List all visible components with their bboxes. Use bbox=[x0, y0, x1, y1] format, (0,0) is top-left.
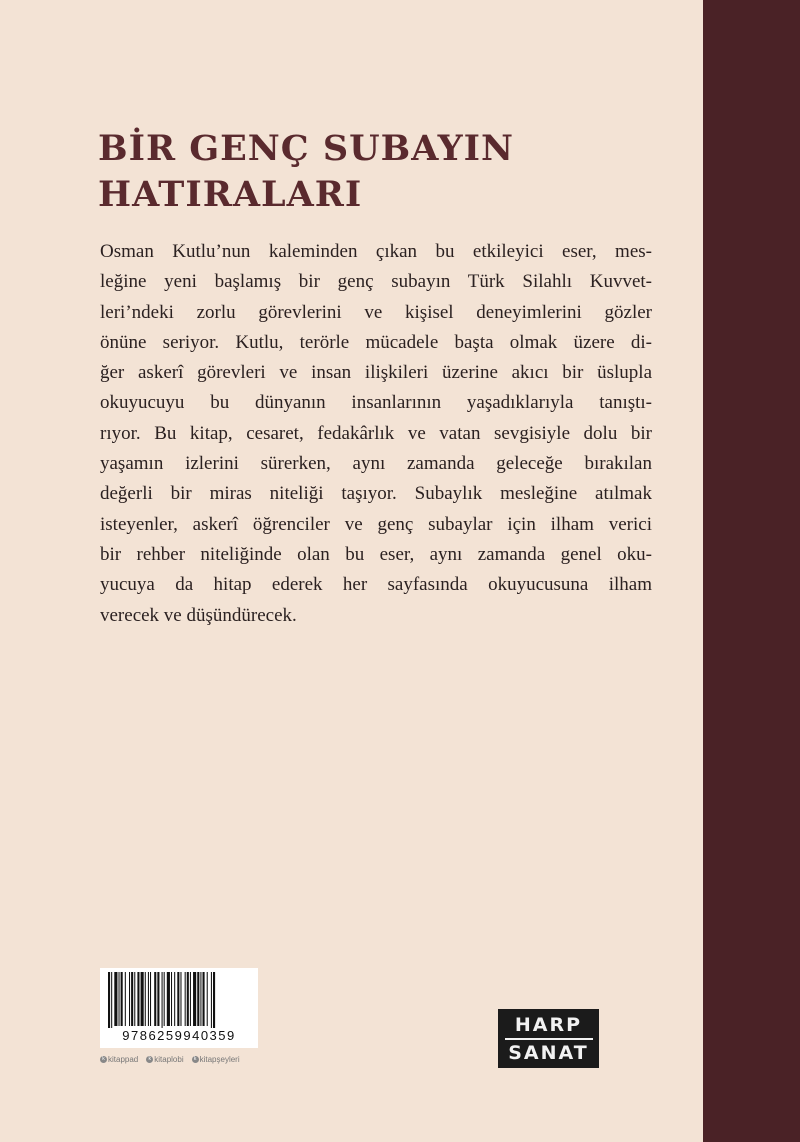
isbn-barcode bbox=[100, 968, 258, 1048]
blurb-line: değerli bir miras niteliği taşıyor. Subaylık mesleğine atılmak bbox=[100, 483, 652, 505]
barcode-bar bbox=[164, 972, 165, 1026]
barcode-bar bbox=[187, 972, 189, 1026]
store-logo-kitaplobi: k kitaplobi bbox=[146, 1055, 183, 1064]
barcode-bar bbox=[119, 972, 120, 1026]
blurb-line: rıyor. Bu kitap, cesaret, fedakârlık ve vatan sevgisiyle dolu bir bbox=[100, 422, 652, 444]
barcode-bar bbox=[150, 972, 151, 1026]
barcode-bar bbox=[134, 972, 135, 1026]
barcode-bars bbox=[104, 972, 254, 1028]
book-title bbox=[98, 126, 658, 218]
blurb-line: verecek ve düşündürecek. bbox=[100, 604, 297, 626]
barcode-bar bbox=[171, 972, 172, 1026]
barcode-bar bbox=[141, 972, 144, 1026]
barcode-bar bbox=[174, 972, 175, 1026]
barcode-bar bbox=[213, 972, 215, 1028]
barcode-bar bbox=[131, 972, 133, 1026]
store-logo-kitapseyleri: k kitapşeyleri bbox=[192, 1055, 240, 1064]
blurb-line: önüne seriyor. Kutlu, terörle mücadele başta olmak üzere di- bbox=[100, 331, 652, 353]
blurb-text bbox=[100, 237, 652, 631]
blurb-line: bir rehber niteliğinde olan bu eser, aynı zamanda genel oku- bbox=[100, 543, 652, 565]
barcode-bar bbox=[177, 972, 179, 1026]
blurb-line: isteyenler, askerî öğrenciler ve genç subaylar için ilham verici bbox=[100, 513, 652, 535]
barcode-bar bbox=[203, 972, 205, 1026]
title-line-1: BİR GENÇ SUBAYIN bbox=[98, 128, 514, 169]
publisher-logo bbox=[498, 1009, 599, 1068]
spine-band bbox=[703, 0, 800, 1142]
blurb-line: yaşamın izlerini sürerken, aynı zamanda geleceğe bırakılan bbox=[100, 453, 652, 475]
barcode-bar bbox=[180, 972, 181, 1026]
barcode-bar bbox=[207, 972, 208, 1026]
blurb-line: okuyucuyu bu dünyanın insanlarının yaşadıklarıyla tanıştı- bbox=[100, 392, 652, 414]
publisher-logo-line-1: HARP bbox=[514, 1013, 583, 1036]
barcode-bar bbox=[114, 972, 117, 1026]
barcode-bar bbox=[125, 972, 126, 1026]
blurb-line: yucuya da hitap ederek her sayfasında okuyucusuna ilham bbox=[100, 574, 652, 596]
barcode-bar bbox=[211, 972, 212, 1028]
blurb-line: leğine yeni başlamış bir genç subayın Türk Silahlı Kuvvet- bbox=[100, 271, 652, 293]
barcode-bar bbox=[190, 972, 191, 1026]
blurb-line: leri’ndeki zorlu görevlerini ve kişisel deneyimlerini gözler bbox=[100, 301, 652, 323]
barcode-bar bbox=[157, 972, 159, 1026]
barcode-bar bbox=[108, 972, 110, 1028]
barcode-bar bbox=[121, 972, 123, 1026]
title-line-2: HATIRALARI bbox=[98, 174, 363, 215]
publisher-logo-line-2: SANAT bbox=[508, 1041, 589, 1064]
barcode-bar bbox=[154, 972, 156, 1026]
barcode-bar bbox=[111, 972, 112, 1028]
store-logo-kitappad: k kitappad bbox=[100, 1055, 138, 1064]
barcode-bar bbox=[137, 972, 139, 1026]
barcode-bar bbox=[162, 972, 163, 1028]
barcode-bar bbox=[148, 972, 149, 1026]
publisher-logo-divider bbox=[505, 1038, 593, 1040]
isbn-number: 9786259940359 bbox=[122, 1028, 236, 1043]
store-logos bbox=[100, 1052, 270, 1066]
barcode-bar bbox=[197, 972, 199, 1026]
barcode-bar bbox=[185, 972, 186, 1026]
barcode-bar bbox=[200, 972, 201, 1026]
blurb-line: Osman Kutlu’nun kaleminden çıkan bu etkileyici eser, mes- bbox=[100, 241, 652, 262]
barcode-bar bbox=[167, 972, 170, 1026]
barcode-bar bbox=[193, 972, 196, 1026]
blurb-line: ğer askerî görevleri ve insan ilişkileri üzerine akıcı bir üslupla bbox=[100, 362, 652, 384]
barcode-bar bbox=[145, 972, 146, 1026]
barcode-bar bbox=[129, 972, 130, 1026]
